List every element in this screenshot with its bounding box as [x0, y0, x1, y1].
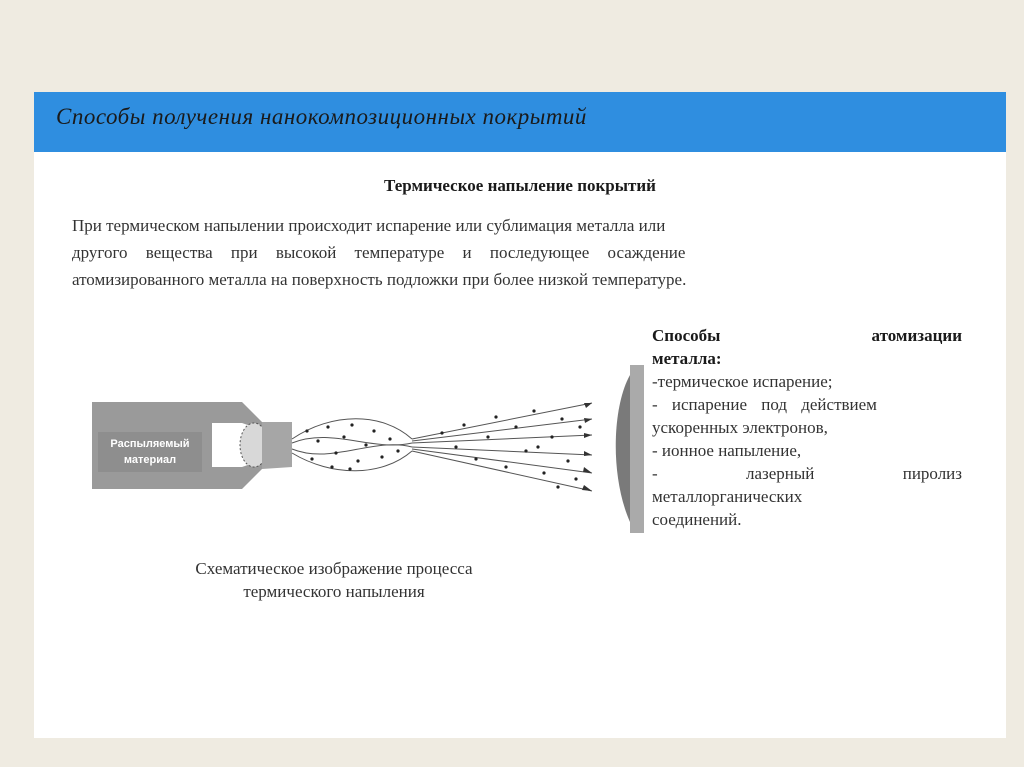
- method-item: соединений.: [652, 510, 742, 529]
- thermal-spray-diagram: [92, 327, 652, 562]
- method-item: - ионное напыление,: [652, 441, 802, 460]
- method-item: -термическое испарение;: [652, 372, 833, 391]
- caption-line: термического напыления: [243, 582, 425, 601]
- method-item-laser: [652, 462, 962, 485]
- deposit-layer: [616, 375, 630, 522]
- stream-lobe-mid1: [292, 438, 412, 446]
- method-item: металлорганических: [652, 487, 803, 506]
- spray-line: [412, 435, 592, 443]
- source-label-line1: Распыляемый: [110, 438, 190, 450]
- intro-line: При термическом напылении происходит испарение или сублимация металла или: [72, 216, 666, 235]
- spray-line: [412, 403, 592, 439]
- slide: [34, 92, 1006, 738]
- method-item: ускоренных электронов,: [652, 418, 828, 437]
- spray-line: [412, 451, 592, 491]
- spray-line: [412, 419, 592, 441]
- diagram-caption: [104, 557, 564, 603]
- slide-title: Способы получения нанокомпозиционных покрытий: [56, 104, 587, 129]
- intro-line: другого вещества при высокой температуре и последующее осаждение: [72, 243, 686, 262]
- atomization-methods: [652, 324, 962, 531]
- particles: [305, 409, 581, 488]
- arrowhead: [582, 485, 592, 491]
- source-label-line2: материал: [123, 454, 177, 466]
- stream-lobe-upper: [292, 419, 412, 439]
- methods-heading-word: атомизации: [871, 326, 962, 345]
- substrate-plate: [630, 365, 644, 533]
- arrowhead: [584, 403, 592, 408]
- laser-word: лазерный: [745, 464, 815, 483]
- title-bar: [34, 92, 1006, 152]
- methods-heading-line2: металла:: [652, 349, 722, 368]
- laser-dash: -: [652, 464, 658, 483]
- arrowhead: [583, 467, 592, 473]
- methods-heading-row: [652, 324, 962, 347]
- spray-svg: [92, 327, 652, 557]
- stream-lobe-mid2: [292, 445, 412, 454]
- methods-heading-word: Способы: [652, 326, 721, 345]
- intro-line: атомизированного металла на поверхность подложки при более низкой температуре.: [72, 270, 687, 289]
- section-heading: Термическое напыление покрытий: [384, 176, 656, 195]
- intro-paragraph: [72, 212, 956, 293]
- caption-line: Схематическое изображение процесса: [195, 559, 473, 578]
- method-item: - испарение под действием: [652, 395, 877, 414]
- laser-word: пиролиз: [902, 464, 962, 483]
- spray-line: [412, 447, 592, 455]
- nozzle-tip: [262, 422, 292, 469]
- spray-line: [412, 449, 592, 473]
